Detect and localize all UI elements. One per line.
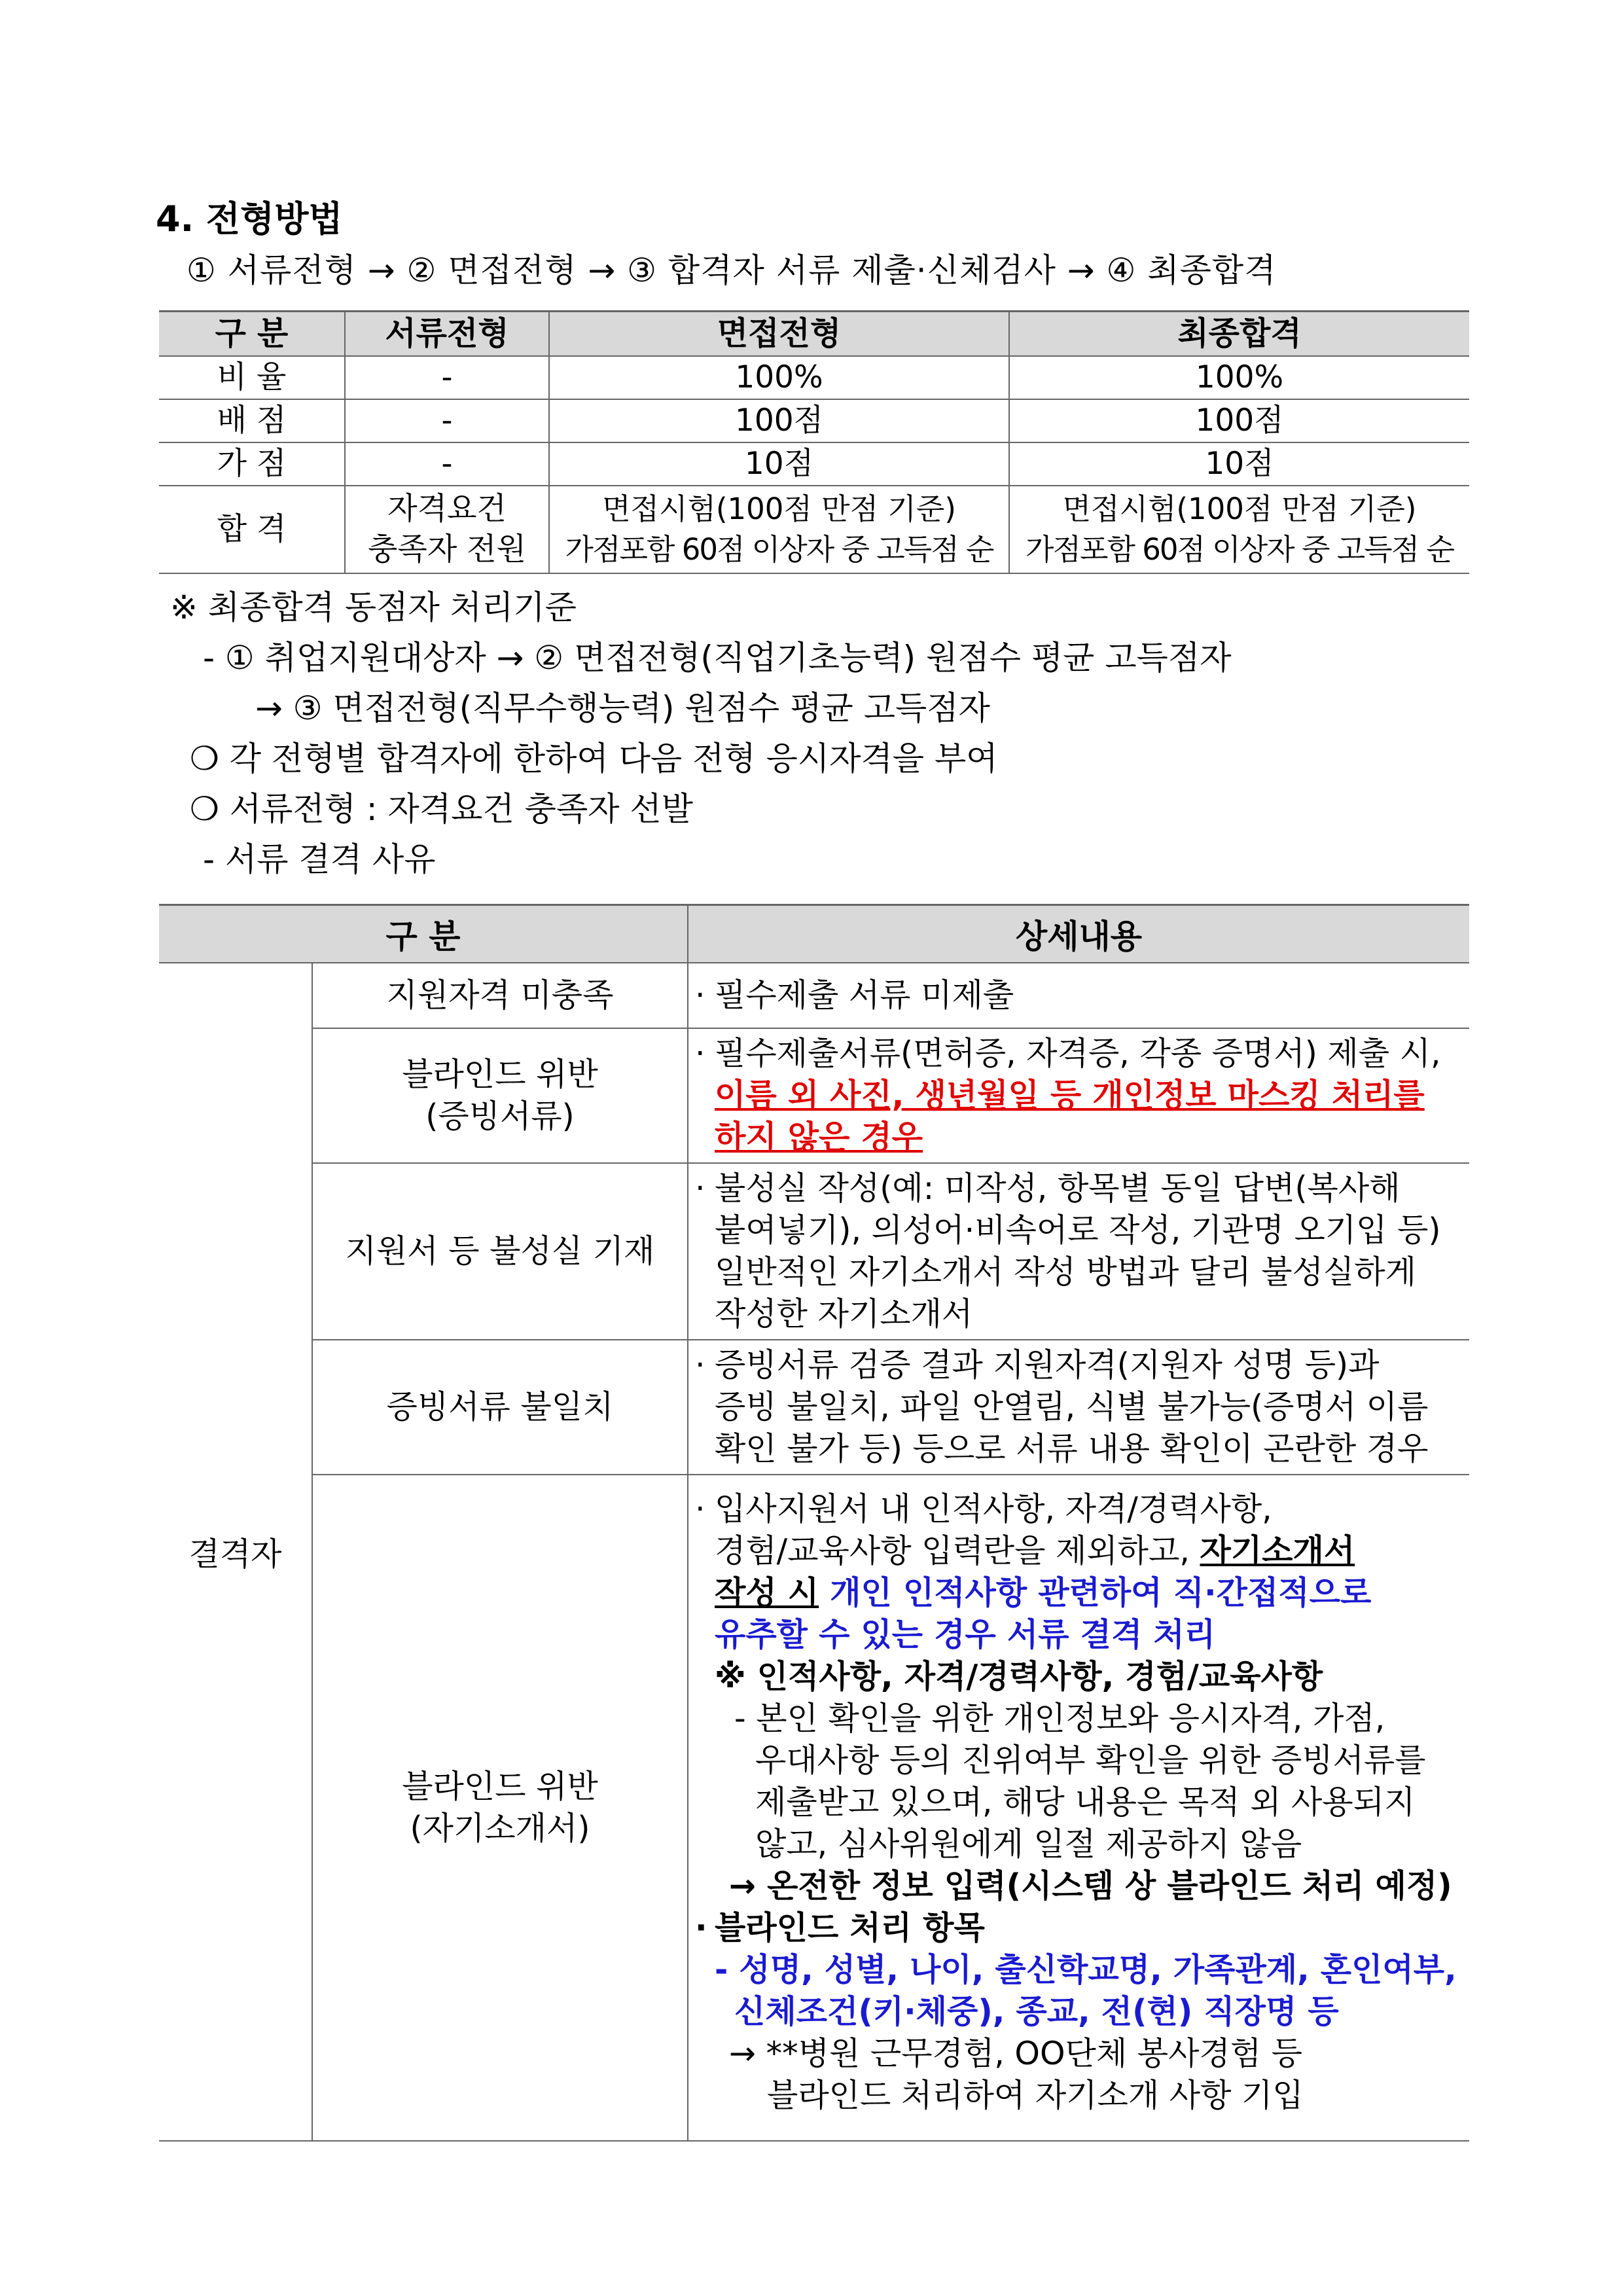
detail-line: 블라인드 처리하여 자기소개 사항 기입 (767, 2077, 1304, 2114)
table-cell: 10점 (1009, 442, 1469, 486)
table-cell (1009, 486, 1469, 573)
cell-line: 가점포함 60점 이상자 중 고득점 순 (1026, 532, 1454, 567)
category-cell: 증빙서류 불일치 (312, 1340, 688, 1475)
blind-items-list: 신체조건(키·체중), 종교, 전(현) 직장명 등 (734, 1993, 1339, 2030)
table-cell: 100점 (1009, 399, 1469, 442)
detail-line: 일반적인 자기소개서 작성 방법과 달리 불성실하게 (715, 1253, 1416, 1291)
detail-line: 않고, 심사위원에게 일절 제공하지 않음 (755, 1825, 1302, 1863)
detail-line: · 불성실 작성(예: 미작성, 항목별 동일 답변(복사해 (715, 1168, 1463, 1210)
header-final: 최종합격 (1009, 312, 1469, 357)
table-cell: 10점 (549, 442, 1009, 486)
detail-text: 경험/교육사항 입력란을 제외하고, (715, 1532, 1200, 1570)
detail-line: - 본인 확인을 위한 개인정보와 응시자격, 가점, (734, 1700, 1385, 1737)
note-arrow-line: → 온전한 정보 입력(시스템 상 블라인드 처리 예정) (729, 1867, 1452, 1905)
category-line: (증빙서류) (425, 1098, 575, 1135)
table-cell (549, 486, 1009, 573)
table-row (159, 442, 1469, 486)
cell-line: 면접시험(100점 만점 기준) (1062, 492, 1417, 526)
selection-flow: ① 서류전형 → ② 면접전형 → ③ 합격자 서류 제출·신체검사 → ④ 최종합격 (187, 251, 1277, 289)
table-row (159, 1028, 1469, 1163)
table-row (159, 1340, 1469, 1475)
emphasis-text: 자기소개서 (1200, 1532, 1355, 1570)
table-cell: - (345, 442, 549, 486)
row-label: 비 율 (159, 356, 345, 399)
blue-emphasis: 유추할 수 있는 경우 서류 결격 처리 (715, 1616, 1216, 1653)
table-row (159, 486, 1469, 573)
table-cell: 100% (1009, 356, 1469, 399)
category-cell: 지원서 등 불성실 기재 (312, 1163, 688, 1340)
notice-item: ❍ 서류전형 : 자격요건 충족자 선발 (190, 790, 694, 828)
detail-cell (688, 963, 1469, 1028)
detail-line: 작성한 자기소개서 (715, 1295, 973, 1333)
detail-cell (688, 1163, 1469, 1340)
detail-cell (688, 1340, 1469, 1475)
detail-line: 제출받고 있으며, 해당 내용은 목적 외 사용되지 (755, 1784, 1416, 1821)
row-label: 가 점 (159, 442, 345, 486)
tie-break-line: → ③ 면접전형(직무수행능력) 원점수 평균 고득점자 (255, 689, 990, 727)
category-line: 블라인드 위반 (402, 1768, 598, 1805)
detail-line: 붙여넣기), 의성어·비속어로 작성, 기관명 오기입 등) (715, 1211, 1441, 1249)
cell-line: 충족자 전원 (368, 531, 526, 567)
category-cell: 지원자격 미충족 (312, 963, 688, 1028)
category-line: 블라인드 위반 (402, 1056, 598, 1093)
row-label: 합 격 (159, 486, 345, 573)
detail-line: · 입사지원서 내 인적사항, 자격/경력사항, (715, 1488, 1463, 1530)
blind-items-heading: · 블라인드 처리 항목 (715, 1907, 1463, 1949)
category-cell (312, 1028, 688, 1163)
category-line: (자기소개서) (410, 1810, 590, 1847)
notice-item: ❍ 각 전형별 합격자에 한하여 다음 전형 응시자격을 부여 (190, 740, 998, 778)
notes-block (170, 583, 1232, 885)
table-cell: - (345, 399, 549, 442)
table-header-row (159, 312, 1469, 357)
table-cell: - (345, 356, 549, 399)
tie-break-title: ※ 최종합격 동점자 처리기준 (170, 588, 577, 626)
table-row (159, 1163, 1469, 1340)
category-cell (312, 1475, 688, 2141)
cell-line: 가점포함 60점 이상자 중 고득점 순 (565, 532, 993, 567)
table-row (159, 356, 1469, 399)
table-cell: 100점 (549, 399, 1009, 442)
table-row (159, 399, 1469, 442)
section-title: 4. 전형방법 (156, 198, 343, 240)
group-label: 결격자 (159, 963, 312, 2141)
masking-warning: 이름 외 사진, 생년월일 등 개인정보 마스킹 처리를 (715, 1077, 1425, 1114)
table-row (159, 963, 1469, 1028)
notice-sub-item: - 서류 결격 사유 (203, 840, 436, 878)
detail-line: · 필수제출서류(면허증, 자격증, 각종 증명서) 제출 시, (715, 1033, 1463, 1075)
detail-line: 확인 불가 등) 등으로 서류 내용 확인이 곤란한 경우 (715, 1430, 1429, 1467)
emphasis-text: 작성 시 (715, 1574, 819, 1611)
cell-line: 자격요건 (387, 491, 507, 527)
table-cell: 100% (549, 356, 1009, 399)
selection-score-table (159, 310, 1469, 574)
detail-cell (688, 1475, 1469, 2141)
table-row (159, 1475, 1469, 2141)
masking-warning: 하지 않은 경우 (715, 1119, 923, 1156)
tie-break-line: - ① 취업지원대상자 → ② 면접전형(직업기초능력) 원점수 평균 고득점자 (203, 639, 1232, 677)
detail-cell (688, 1028, 1469, 1163)
detail-line: · 증빙서류 검증 결과 지원자격(지원자 성명 등)과 (715, 1344, 1463, 1386)
header-interview: 면접전형 (549, 312, 1009, 357)
header-category: 구 분 (159, 905, 688, 963)
detail-line: 우대사항 등의 진위여부 확인을 위한 증빙서류를 (755, 1742, 1426, 1779)
blind-items-list: - 성명, 성별, 나이, 출신학교명, 가족관계, 혼인여부, (715, 1951, 1457, 1988)
row-label: 배 점 (159, 399, 345, 442)
detail-line: · 필수제출 서류 미제출 (715, 975, 1463, 1016)
blue-emphasis: 개인 인적사항 관련하여 직·간접적으로 (819, 1574, 1372, 1611)
header-document: 서류전형 (345, 312, 549, 357)
disqualification-table (159, 904, 1469, 2142)
table-cell (345, 486, 549, 573)
table-header-row (159, 905, 1469, 963)
header-detail: 상세내용 (688, 905, 1469, 963)
detail-line: 증빙 불일치, 파일 안열림, 식별 불가능(증명서 이름 (715, 1388, 1429, 1426)
note-heading: ※ 인적사항, 자격/경력사항, 경험/교육사항 (715, 1658, 1323, 1695)
detail-line: → **병원 근무경험, OO단체 봉사경험 등 (729, 2035, 1303, 2072)
cell-line: 면접시험(100점 만점 기준) (602, 492, 956, 526)
header-category: 구 분 (159, 312, 345, 357)
